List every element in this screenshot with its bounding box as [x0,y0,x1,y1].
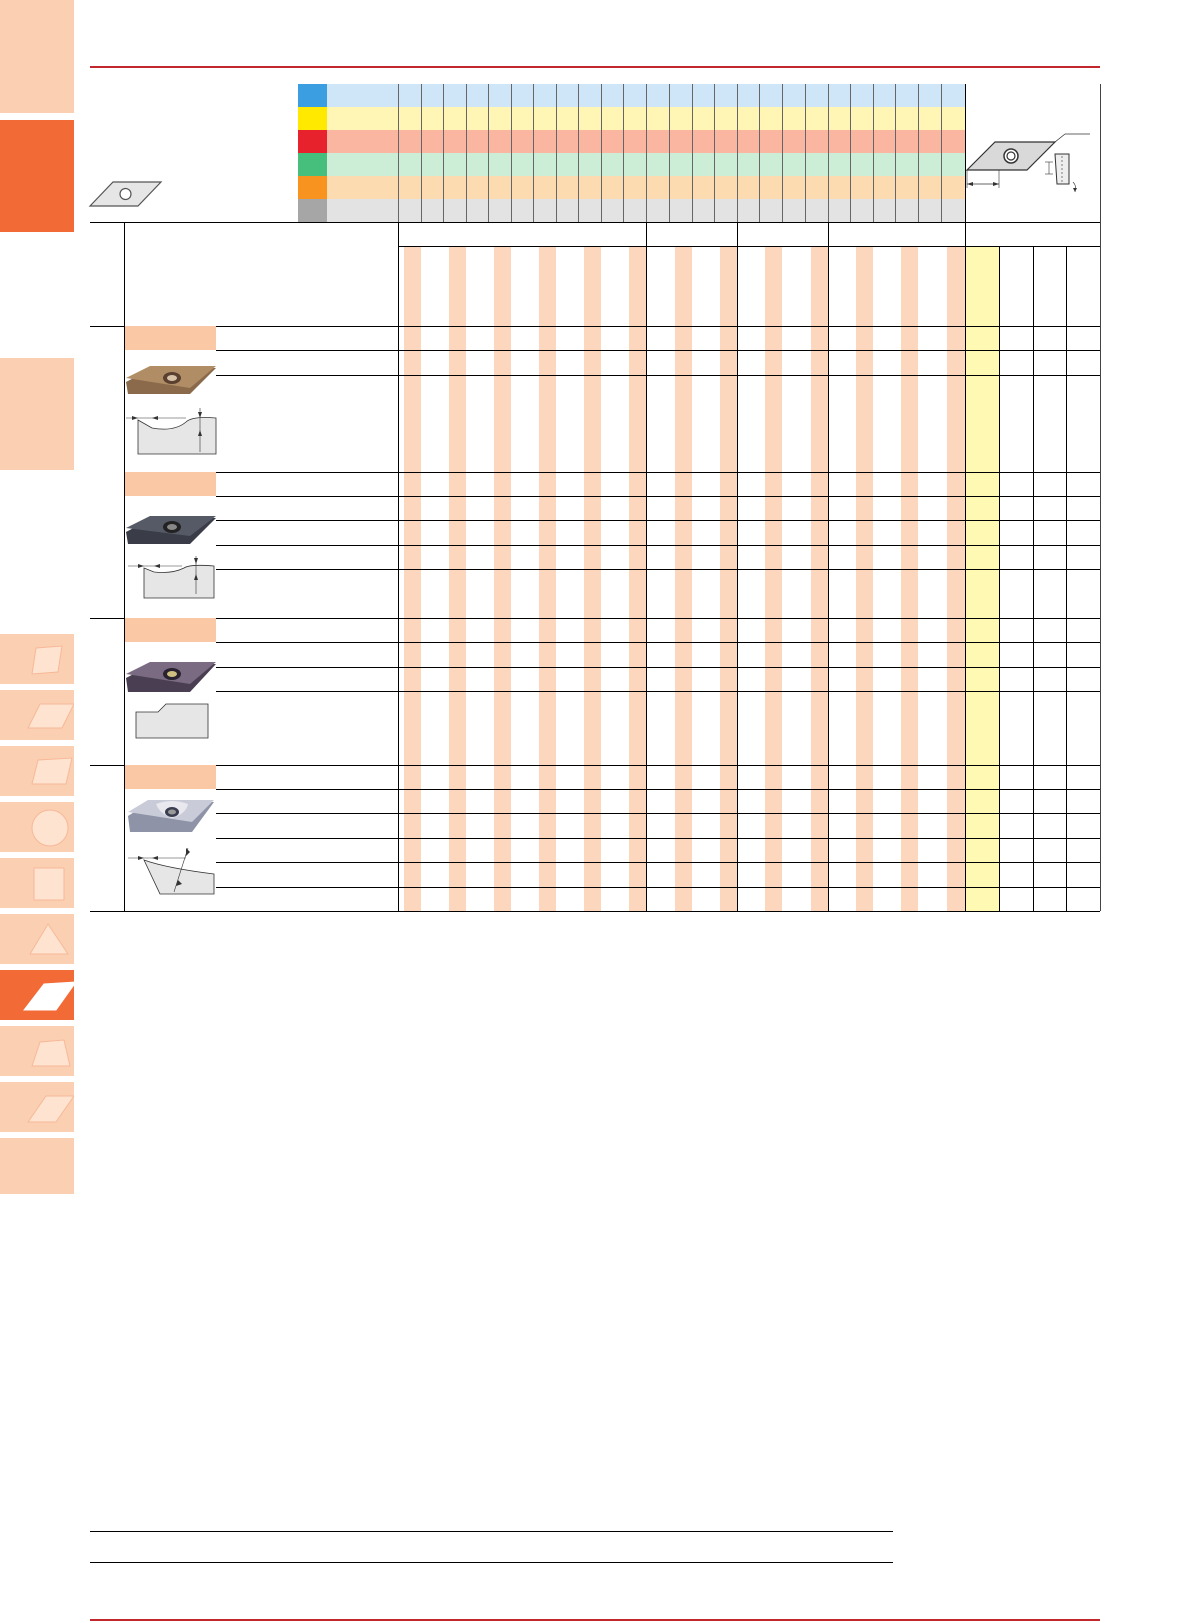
item-row-line [216,862,1100,863]
chipbreaker-profile-2-icon [124,554,220,605]
band-column-line [398,84,399,222]
silver-insert-photo-icon [126,798,216,839]
iso-band-S-swatch [298,176,327,199]
band-column-line [941,84,942,222]
item-row-line [216,813,1100,814]
bottom-rule [90,1619,1100,1621]
side-tab-13 [0,1138,74,1194]
dims-left-border [965,84,966,911]
side-tab-5 [0,690,74,740]
band-column-line [533,84,534,222]
item-row-line [216,545,1100,546]
dimension-column-divider [1033,246,1034,911]
purple-insert-photo-icon [124,660,219,699]
grade-column-stripe [765,246,782,911]
band-column-line [714,84,715,222]
band-column-line [782,84,783,222]
bronze-insert-photo-icon [124,364,219,401]
band-column-line [805,84,806,222]
item-row-line [216,887,1100,888]
section-divider [90,765,1100,766]
item-row-line [216,375,1100,376]
chipbreaker-profile-4-icon [126,846,216,901]
item-row-line [216,520,1100,521]
band-column-line [556,84,557,222]
band-column-line [488,84,489,222]
chipbreaker-profile-1-icon [124,406,220,461]
iso-band-P-swatch [298,84,327,107]
band-column-line [669,84,670,222]
band-column-line [578,84,579,222]
side-tab-2 [0,120,74,232]
chipbreaker-label-3 [125,618,216,642]
grade-column-stripe [494,246,511,911]
band-column-line [918,84,919,222]
item-row-line [216,838,1100,839]
chipbreaker-label-1 [125,326,216,350]
vbmt-insert-outline-icon [88,178,163,213]
grade-column-stripe [584,246,601,911]
band-column-line [737,84,738,222]
iso-band-M-swatch [298,107,327,130]
side-tab-8 [0,858,74,908]
iso-band-H-swatch [298,199,327,222]
side-tab-12 [0,1082,74,1132]
grade-column-stripe [811,246,828,911]
chipbreaker-profile-3-icon [132,700,212,745]
side-tab-9 [0,914,74,964]
item-row-line [216,496,1100,497]
iso-band-N-swatch [298,153,327,176]
footnote-line-1 [90,1531,893,1532]
item-row-line [216,691,1100,692]
grade-column-stripe [947,246,965,911]
grade-column-stripe [404,246,421,911]
band-column-line [421,84,422,222]
band-column-line [623,84,624,222]
header-bottom-line [90,326,1100,327]
band-column-line [873,84,874,222]
item-row-line [216,667,1100,668]
chipbreaker-label-2 [125,472,216,496]
side-tab-4 [0,634,74,684]
table-top-line [90,222,1100,223]
band-column-line [850,84,851,222]
item-row-line [216,789,1100,790]
highlight-column [965,246,999,911]
dark-insert-photo-icon [124,514,219,551]
iso-band-K-swatch [298,130,327,153]
side-tab-11 [0,1026,74,1076]
top-rule [90,66,1100,68]
dimension-column-divider [999,246,1000,911]
footnote-line-2 [90,1562,893,1563]
item-row-line [216,350,1100,351]
chipbreaker-label-4 [125,765,216,789]
section-divider [90,618,1100,619]
grade-column-stripe [856,246,873,911]
grade-column-stripe [539,246,556,911]
grade-column-stripe [675,246,692,911]
item-row-line [216,569,1100,570]
side-tab-7 [0,802,74,852]
block-divider [124,472,1100,473]
item-row-line [216,642,1100,643]
right-border-top [1100,84,1101,911]
insert-dimension-drawing-icon [965,128,1095,203]
table-bottom-line [90,911,1100,912]
band-column-line [443,84,444,222]
band-column-line [895,84,896,222]
band-column-line [466,84,467,222]
band-column-line [601,84,602,222]
side-tab-3 [0,358,74,470]
band-column-line [828,84,829,222]
band-column-line [692,84,693,222]
side-tab-10 [0,970,74,1020]
dimension-column-divider [1066,246,1067,911]
band-column-line [759,84,760,222]
subheader-line [398,246,1100,247]
grade-column-stripe [629,246,646,911]
band-column-line [646,84,647,222]
side-tab-6 [0,746,74,796]
grade-column-stripe [901,246,918,911]
grade-column-stripe [449,246,466,911]
grade-column-stripe [720,246,737,911]
band-column-line [511,84,512,222]
side-tab-1 [0,0,74,113]
